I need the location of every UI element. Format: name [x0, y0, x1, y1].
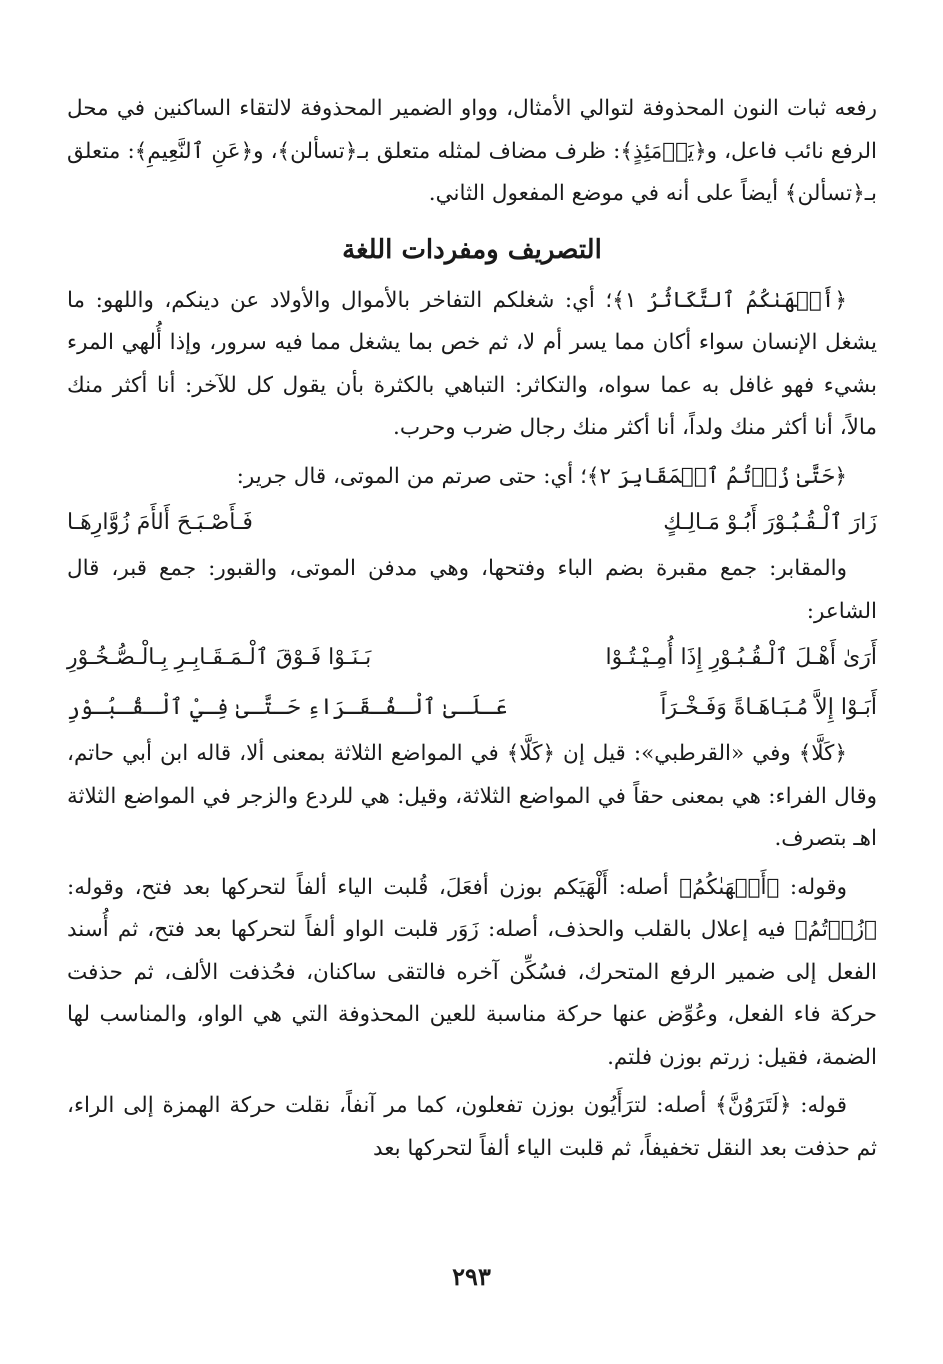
paragraph-grammar-continuation: رفعه ثبات النون المحذوفة لتوالي الأمثال، وواو الضمير المحذوفة لالتقاء الساكنين في محل الرفع نائب فاعل، و﴿يَوۡمَئِذٍ﴾: ظرف مضاف لمثله متعلق بـ﴿تسألن﴾، و﴿عَنِ ٱلنَّعِيمِ﴾: متعلق بـ﴿تسألن﴾ أيضاً على أنه في موضع المفعول الثاني.: [67, 96, 877, 206]
poetry-verse-2: [67, 683, 877, 733]
paragraph-maqabir: والمقابر: جمع مقبرة بضم الباء وفتحها، وهي مدفن الموتى، والقبور: جمع قبر، قال الشاعر:: [67, 556, 877, 624]
paragraph-alhakum: ﴿أَلۡهَىٰكُمُ ٱلتَّكَاثُرُ ١﴾؛ أي: شغلكم التفاخر بالأموال والأولاد عن دينكم، واللهو: ما يشغل الإنسان سواء أكان مما يسر أم لا، ثم خص بما يشغل مما فيه سرور، وإذا أُلهي المرء بشيء فهو غافل به عما سواه، والتكاثر: التباهي بالكثرة بأن يقول كل للآخر: أنا أكثر منك مالاً، أنا أكثر منك ولداً، أنا أكثر منك رجال ضرب وحرب.: [67, 287, 877, 440]
poetry-verse-jarir: [67, 498, 877, 548]
verse-first-hemistich: زَارَ ٱلْـقُـبُـوْرَ أَبُـوْ مَـالِـكٍ: [663, 510, 877, 535]
paragraph-morphology-latarawunna: قوله: ﴿لَتَرَوُنَّ﴾ أصله: لترَأَيُون بوزن تفعلون، كما مر آنفاً، نقلت حركة الهمزة إلى الراء، ثم حذفت بعد النقل تخفيفاً، ثم قلبت الياء ألفاً لتحركها بعد: [67, 1093, 877, 1161]
verse-second-hemistich: عَـلَـىٰ ٱلْـفُـقَـرَاءِ حَـتَّـىٰ فِـيْ ٱلْـقُـبُـوْرِ: [67, 695, 508, 720]
verse-second-hemistich: فَـأَصْـبَـحَ أَلأَمَ زُوَّارِهَـا: [67, 510, 253, 535]
verse-second-hemistich: بَـنَـوْا فَـوْقَ ٱلْـمَـقَـابِـرِ بِـالْـصُّـخُـوْرِ: [67, 645, 372, 670]
paragraph-zurtum: ﴿حَتَّىٰ زُرۡتُمُ ٱلۡمَقَابِرَ ٢﴾؛ أي: حتى صرتم من الموتى، قال جرير:: [236, 463, 847, 489]
page-body: [67, 88, 877, 1170]
paragraph-morphology-alhakum: وقوله: ﴿أَلۡهَىٰكُمُ﴾ أصله: أَلْهَيَكم بوزن أفعَلَ، قُلبت الياء ألفاً لتحركها بعد فتح، وقوله: ﴿زُرۡتُمُ﴾ فيه إعلال بالقلب والحذف، أصله: زَوَر قلبت الواو ألفاً لتحركها بعد فتح، ثم أُسند الفعل إلى ضمير الرفع المتحرك، فسُكِّن آخره فالتقى ساكنان، فحُذفت الألف، ثم حذفت حركة فاء الفعل، وعُوِّض عنها حركة مناسبة للعين المحذوفة التي هي الواو، والمناسب لها الضمة، فقيل: زرتم بوزن فلتم.: [67, 874, 877, 1070]
poetry-verse-1: [67, 633, 877, 683]
verse-first-hemistich: أَبَـوْا إِلاَّ مُـبَـاهَـاةً وَفَـخْـرَاً: [660, 695, 877, 720]
page-number: ٢٩٣: [452, 1262, 491, 1291]
section-heading: التصريف ومفردات اللغة: [342, 234, 602, 265]
verse-first-hemistich: أَرَىٰ أَهْـلَ ٱلْـقُـبُـوْرِ إِذَا أُمِـيْـتُـوْا: [605, 645, 877, 670]
paragraph-kalla: ﴿كَلَّا﴾ وفي «القرطبي»: قيل إن ﴿كَلَّا﴾ في المواضع الثلاثة بمعنى ألا، قاله ابن أبي حاتم، وقال الفراء: هي بمعنى حقاً في المواضع الثلاثة، وقيل: هي للردع والزجر في المواضع الثلاثة اهـ بتصرف.: [67, 741, 878, 851]
